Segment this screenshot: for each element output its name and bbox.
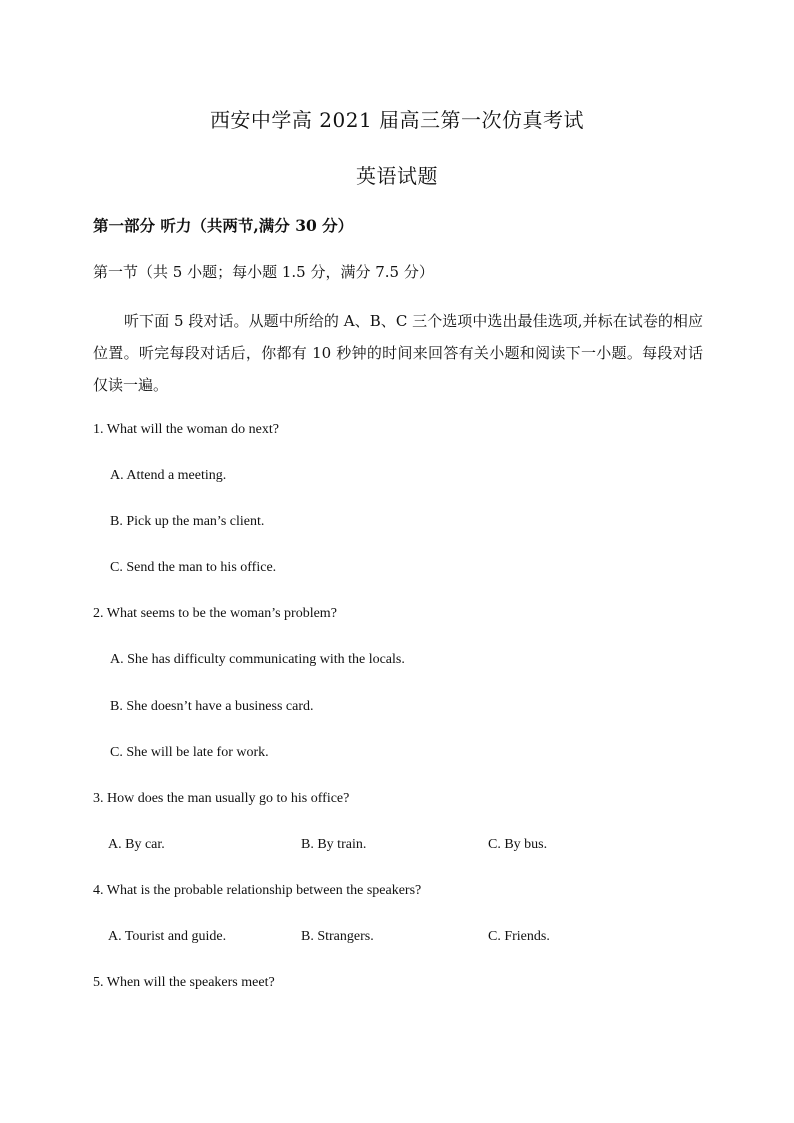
question-2-option-b: B. She doesn’t have a business card. <box>110 699 314 714</box>
question-4-options <box>108 929 588 949</box>
question-1-stem: 1. What will the woman do next? <box>93 422 279 437</box>
question-1-option-b: B. Pick up the man’s client. <box>110 514 265 529</box>
question-1-option-a: A. Attend a meeting. <box>110 468 227 483</box>
question-2-stem: 2. What seems to be the woman’s problem? <box>93 606 337 621</box>
section1-instructions: 听下面 5 段对话。从题中所给的 A、B、C 三个选项中选出最佳选项,并标在试卷的相应位置。听完每段对话后，你都有 10 秒钟的时间来回答有关小题和阅读下一小题。每段对话仅读一遍。 <box>93 312 703 394</box>
question-5-stem: 5. When will the speakers meet? <box>93 975 275 990</box>
question-3-options <box>108 837 588 857</box>
question-4-option-b: B. Strangers. <box>301 929 374 944</box>
exam-subtitle: 英语试题 <box>356 164 438 188</box>
question-4-option-c: C. Friends. <box>488 929 550 944</box>
question-2-option-a: A. She has difficulty communicating with the locals. <box>110 652 405 667</box>
exam-title: 西安中学高 2021 届高三第一次仿真考试 <box>209 108 585 132</box>
question-3-stem: 3. How does the man usually go to his office? <box>93 791 350 806</box>
section1-heading: 第一节（共 5 小题；每小题 1.5 分，满分 7.5 分） <box>93 263 434 281</box>
question-3-option-a: A. By car. <box>108 837 165 852</box>
part1-heading: 第一部分 听力（共两节,满分 30 分） <box>93 216 354 235</box>
question-1-option-c: C. Send the man to his office. <box>110 560 277 575</box>
question-4-option-a: A. Tourist and guide. <box>108 929 227 944</box>
question-3-option-c: C. By bus. <box>488 837 548 852</box>
question-3-option-b: B. By train. <box>301 837 367 852</box>
question-2-option-c: C. She will be late for work. <box>110 745 269 760</box>
question-4-stem: 4. What is the probable relationship between the speakers? <box>93 883 422 898</box>
